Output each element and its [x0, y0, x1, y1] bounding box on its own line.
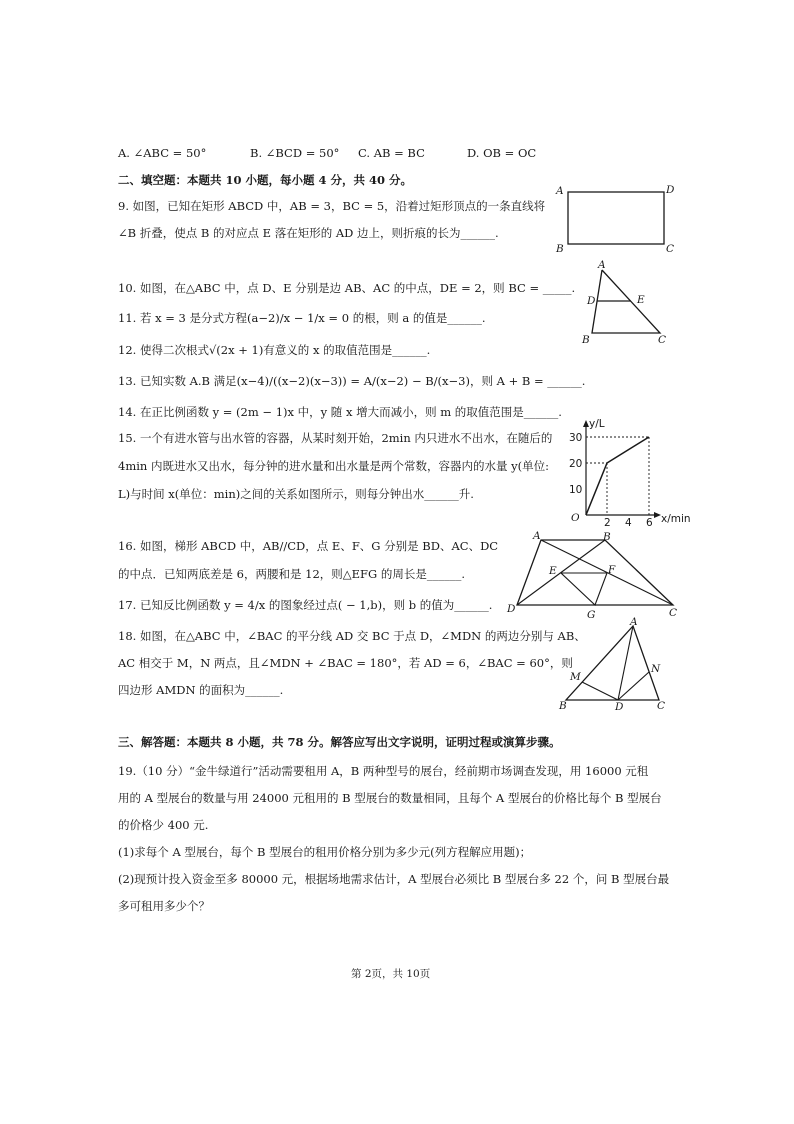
x-tick-label: 6 — [646, 517, 653, 529]
q8-option-c: C. AB = BC — [358, 146, 425, 160]
chart-series-line — [586, 437, 649, 515]
y-tick-label: 10 — [569, 484, 583, 496]
chart-xlabel: x/min — [661, 513, 691, 525]
q15-line3: L)与时间 x(单位：min)之间的关系如图所示，则每分钟出水______升. — [118, 487, 474, 501]
q9-line2: ∠B 折叠，使点 B 的对应点 E 落在矩形的 AD 边上，则折痕的长为______. — [118, 226, 499, 240]
q9-label-A: A — [556, 185, 564, 197]
q17-line1: 17. 已知反比例函数 y = 4/x 的图象经过点( − 1,b)，则 b 的值为______. — [118, 598, 493, 612]
q19-part2-line1: (2)现预计投入资金至多 80000 元，根据场地需求估计，A 型展台必须比 B 型展台多 22 个，问 B 型展台最 — [118, 872, 670, 886]
q10-label-B: B — [582, 334, 590, 346]
q15-line2: 4min 内既进水又出水，每分钟的进水量和出水量是两个常数，容器内的水量 y(单位: — [118, 459, 549, 473]
y-tick-label: 20 — [569, 458, 583, 470]
page-footer: 第 2页，共 10页 — [351, 968, 431, 980]
section2-heading: 二、填空题：本题共 10 小题，每小题 4 分，共 40 分。 — [118, 173, 413, 187]
q9-label-B: B — [556, 243, 564, 255]
q18-line3: 四边形 AMDN 的面积为______. — [118, 683, 284, 697]
q12-line1: 12. 使得二次根式√(2x + 1)有意义的 x 的取值范围是______. — [118, 343, 431, 357]
q18-triangle-figure — [556, 616, 681, 711]
q16-label-F: F — [608, 564, 616, 576]
chart-origin-label: O — [571, 512, 580, 524]
q18-label-D: D — [615, 701, 624, 713]
section3-heading: 三、解答题：本题共 8 小题，共 78 分。解答应写出文字说明，证明过程或演算步骤。 — [118, 735, 561, 749]
q16-label-B: B — [603, 531, 611, 543]
q19-part2-line2: 多可租用多少个？ — [118, 899, 210, 913]
q15-water-chart — [562, 418, 692, 528]
q14-line1: 14. 在正比例函数 y = (2m − 1)x 中，y 随 x 增大而减小，则 m 的取值范围是______. — [118, 405, 562, 419]
q19-part1: (1)求每个 A 型展台，每个 B 型展台的租用价格分别为多少元(列方程解应用题)； — [118, 845, 532, 859]
q10-label-E: E — [637, 294, 645, 306]
q16-line1: 16. 如图，梯形 ABCD 中，AB//CD，点 E、F、G 分别是 BD、AC、DC — [118, 539, 499, 553]
q18-label-M: M — [570, 671, 581, 683]
q19-line1: 19.（10 分）“金牛绿道行”活动需要租用 A，B 两种型号的展台，经前期市场调查发现，用 16000 元租 — [118, 764, 649, 778]
q16-label-C: C — [669, 607, 678, 619]
q19-line2: 用的 A 型展台的数量与用 24000 元租用的 B 型展台的数量相同，且每个 A 型展台的价格比每个 B 型展台 — [118, 791, 662, 805]
x-axis-arrow — [654, 512, 661, 518]
q16-trapezoid-figure — [505, 530, 690, 620]
x-tick-label: 4 — [625, 517, 632, 529]
q8-option-a: A. ∠ABC = 50° — [118, 146, 207, 160]
q10-label-C: C — [658, 334, 667, 346]
q16-label-E: E — [549, 565, 557, 577]
chart-ylabel: y/L — [589, 418, 605, 430]
q10-line1: 10. 如图，在△ABC 中，点 D、E 分别是边 AB、AC 的中点，DE = 2，则 BC = _____. — [118, 281, 576, 295]
q19-line3: 的价格少 400 元. — [118, 818, 209, 832]
q18-label-B: B — [559, 700, 567, 712]
y-tick-label: 30 — [569, 432, 583, 444]
q18-line2: AC 相交于 M，N 两点，且∠MDN + ∠BAC = 180°，若 AD = 6，∠BAC = 60°，则 — [118, 656, 573, 670]
q10-triangle-figure — [580, 258, 670, 348]
q10-label-D: D — [587, 295, 596, 307]
q18-line1: 18. 如图，在△ABC 中，∠BAC 的平分线 AD 交 BC 于点 D，∠MDN 的两边分别与 AB、 — [118, 629, 586, 643]
q9-line1: 9. 如图，已知在矩形 ABCD 中，AB = 3，BC = 5，沿着过矩形顶点的一条直线将 — [118, 199, 546, 213]
q8-option-b: B. ∠BCD = 50° — [250, 146, 340, 160]
q9-label-C: C — [666, 243, 675, 255]
q16-line2: 的中点．已知两底差是 6，两腰和是 12，则△EFG 的周长是______. — [118, 567, 465, 581]
q16-label-G: G — [587, 609, 596, 621]
q11-line1: 11. 若 x = 3 是分式方程(a−2)/x − 1/x = 0 的根，则 a 的值是______. — [118, 311, 486, 325]
q8-option-d: D. OB = OC — [467, 146, 537, 160]
q15-line1: 15. 一个有进水管与出水管的容器，从某时刻开始，2min 内只进水不出水，在随后的 — [118, 431, 553, 445]
q18-label-C: C — [657, 700, 666, 712]
q18-label-N: N — [651, 663, 661, 675]
q18-label-A: A — [630, 616, 638, 628]
q13-line1: 13. 已知实数 A.B 满足(x−4)/((x−2)(x−3)) = A/(x−2) − B/(x−3)，则 A + B = ______. — [118, 374, 586, 388]
q9-label-D: D — [666, 184, 675, 196]
x-tick-label: 2 — [604, 517, 611, 529]
q9-rectangle-figure — [550, 182, 680, 255]
q16-label-A: A — [533, 530, 541, 542]
q10-label-A: A — [598, 259, 606, 271]
q16-label-D: D — [507, 603, 516, 615]
